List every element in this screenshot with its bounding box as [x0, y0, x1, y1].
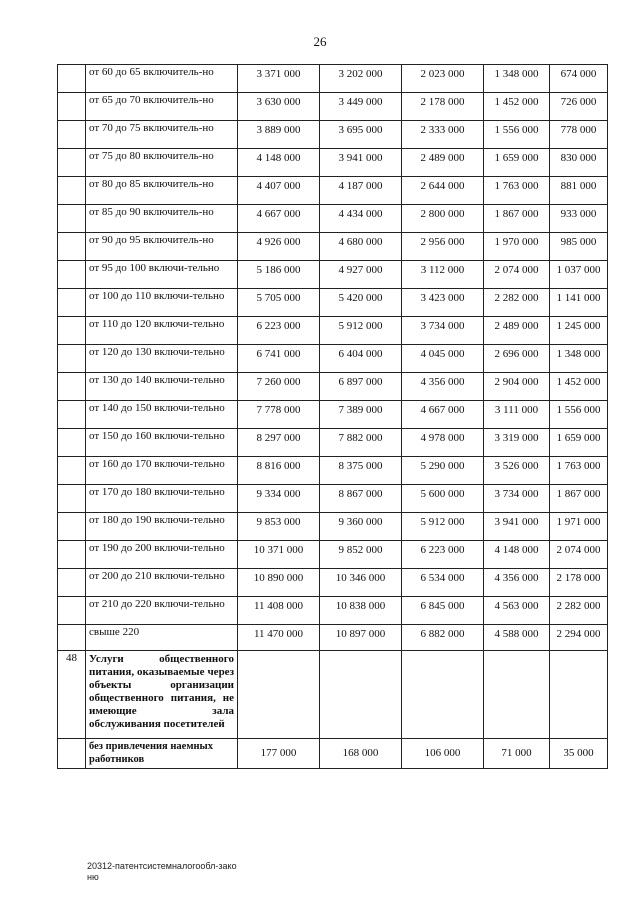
row-label: от 70 до 75 включитель-но: [86, 121, 238, 149]
row-label: от 190 до 200 включи-тельно: [86, 541, 238, 569]
table-row: [58, 233, 608, 261]
row-value-v2: 4 680 000: [320, 233, 402, 261]
section-empty-cell: [550, 651, 608, 739]
row-value-v5: 2 178 000: [550, 569, 608, 597]
row-value-v5: 2 282 000: [550, 597, 608, 625]
row-label: от 140 до 150 включи-тельно: [86, 401, 238, 429]
row-number: [58, 345, 86, 373]
row-value-v3: 4 978 000: [402, 429, 484, 457]
section-number: 48: [58, 651, 86, 739]
row-value-v5: 830 000: [550, 149, 608, 177]
row-value-v4: 1 659 000: [484, 149, 550, 177]
row-label: от 150 до 160 включи-тельно: [86, 429, 238, 457]
table-row: [58, 261, 608, 289]
row-value-v1: 177 000: [238, 739, 320, 769]
row-value-v1: 3 630 000: [238, 93, 320, 121]
row-value-v1: 8 297 000: [238, 429, 320, 457]
row-value-v3: 6 534 000: [402, 569, 484, 597]
row-number: [58, 121, 86, 149]
row-value-v4: 2 489 000: [484, 317, 550, 345]
row-label: от 130 до 140 включи-тельно: [86, 373, 238, 401]
row-value-v3: 5 912 000: [402, 513, 484, 541]
row-value-v2: 3 449 000: [320, 93, 402, 121]
row-value-v5: 35 000: [550, 739, 608, 769]
row-value-v1: 4 926 000: [238, 233, 320, 261]
table-row: [58, 121, 608, 149]
row-value-v5: 1 245 000: [550, 317, 608, 345]
row-value-v2: 7 882 000: [320, 429, 402, 457]
table-row: [58, 149, 608, 177]
row-label: от 75 до 80 включитель-но: [86, 149, 238, 177]
table-row: [58, 457, 608, 485]
row-number: [58, 625, 86, 651]
row-number: [58, 373, 86, 401]
row-value-v5: 2 074 000: [550, 541, 608, 569]
row-value-v5: 1 867 000: [550, 485, 608, 513]
row-number: [58, 739, 86, 769]
table-row: [58, 177, 608, 205]
row-value-v5: 1 348 000: [550, 345, 608, 373]
row-value-v3: 6 845 000: [402, 597, 484, 625]
row-value-v4: 2 074 000: [484, 261, 550, 289]
table-row: [58, 597, 608, 625]
row-value-v2: 5 912 000: [320, 317, 402, 345]
table-row: [58, 513, 608, 541]
table-row: [58, 345, 608, 373]
row-value-v1: 5 186 000: [238, 261, 320, 289]
row-value-v3: 4 667 000: [402, 401, 484, 429]
table-row: [58, 289, 608, 317]
row-number: [58, 429, 86, 457]
row-number: [58, 149, 86, 177]
row-label: от 110 до 120 включи-тельно: [86, 317, 238, 345]
row-value-v3: 3 734 000: [402, 317, 484, 345]
row-value-v5: 1 556 000: [550, 401, 608, 429]
row-value-v1: 10 890 000: [238, 569, 320, 597]
section-empty-cell: [484, 651, 550, 739]
row-value-v3: 3 423 000: [402, 289, 484, 317]
row-value-v2: 4 927 000: [320, 261, 402, 289]
row-value-v3: 106 000: [402, 739, 484, 769]
row-label: от 90 до 95 включитель-но: [86, 233, 238, 261]
row-label: от 200 до 210 включи-тельно: [86, 569, 238, 597]
row-value-v2: 6 404 000: [320, 345, 402, 373]
row-value-v2: 9 360 000: [320, 513, 402, 541]
section-empty-cell: [320, 651, 402, 739]
row-value-v2: 10 897 000: [320, 625, 402, 651]
row-value-v5: 1 763 000: [550, 457, 608, 485]
table-row: [58, 541, 608, 569]
row-value-v4: 1 763 000: [484, 177, 550, 205]
table-row: [58, 65, 608, 93]
row-value-v3: 2 178 000: [402, 93, 484, 121]
row-value-v1: 3 889 000: [238, 121, 320, 149]
row-number: [58, 597, 86, 625]
row-value-v4: 4 563 000: [484, 597, 550, 625]
row-number: [58, 541, 86, 569]
row-value-v1: 4 667 000: [238, 205, 320, 233]
row-value-v3: 5 290 000: [402, 457, 484, 485]
row-value-v2: 7 389 000: [320, 401, 402, 429]
row-value-v2: 10 838 000: [320, 597, 402, 625]
table-row: [58, 93, 608, 121]
table-row: [58, 485, 608, 513]
section-title: Услуги общественного питания, оказываемые через объекты организации общественного питания, не имеющие зала обслуживания посетителей: [86, 651, 238, 739]
row-number: [58, 177, 86, 205]
row-value-v3: 6 882 000: [402, 625, 484, 651]
row-number: [58, 289, 86, 317]
row-value-v3: 4 045 000: [402, 345, 484, 373]
row-value-v4: 1 452 000: [484, 93, 550, 121]
row-number: [58, 569, 86, 597]
row-number: [58, 513, 86, 541]
row-value-v3: 3 112 000: [402, 261, 484, 289]
row-value-v1: 9 334 000: [238, 485, 320, 513]
row-value-v5: 778 000: [550, 121, 608, 149]
row-value-v2: 3 202 000: [320, 65, 402, 93]
row-value-v4: 4 588 000: [484, 625, 550, 651]
row-label: от 170 до 180 включи-тельно: [86, 485, 238, 513]
row-value-v2: 10 346 000: [320, 569, 402, 597]
row-value-v1: 7 778 000: [238, 401, 320, 429]
row-label: без привлечения наемных работников: [86, 739, 238, 769]
row-value-v5: 1 037 000: [550, 261, 608, 289]
table-row: [58, 205, 608, 233]
row-value-v4: 2 696 000: [484, 345, 550, 373]
row-value-v3: 4 356 000: [402, 373, 484, 401]
row-value-v5: 1 971 000: [550, 513, 608, 541]
table-row: [58, 373, 608, 401]
row-value-v4: 1 970 000: [484, 233, 550, 261]
row-value-v4: 1 867 000: [484, 205, 550, 233]
row-value-v4: 3 526 000: [484, 457, 550, 485]
row-value-v1: 4 407 000: [238, 177, 320, 205]
row-value-v3: 2 023 000: [402, 65, 484, 93]
row-label: от 180 до 190 включи-тельно: [86, 513, 238, 541]
table-row: [58, 625, 608, 651]
page-number: 26: [313, 34, 327, 49]
row-value-v1: 8 816 000: [238, 457, 320, 485]
row-value-v2: 3 695 000: [320, 121, 402, 149]
row-label: свыше 220: [86, 625, 238, 651]
row-value-v5: 726 000: [550, 93, 608, 121]
row-value-v2: 8 375 000: [320, 457, 402, 485]
row-value-v1: 6 741 000: [238, 345, 320, 373]
row-number: [58, 205, 86, 233]
row-value-v3: 6 223 000: [402, 541, 484, 569]
section-row: [58, 651, 608, 739]
row-value-v4: 71 000: [484, 739, 550, 769]
row-number: [58, 457, 86, 485]
row-value-v1: 7 260 000: [238, 373, 320, 401]
row-value-v3: 2 644 000: [402, 177, 484, 205]
row-value-v4: 4 356 000: [484, 569, 550, 597]
row-number: [58, 317, 86, 345]
row-value-v2: 8 867 000: [320, 485, 402, 513]
row-value-v5: 985 000: [550, 233, 608, 261]
row-value-v5: 1 659 000: [550, 429, 608, 457]
table-row: [58, 429, 608, 457]
fee-table: [57, 64, 608, 769]
row-value-v2: 168 000: [320, 739, 402, 769]
row-label: от 85 до 90 включитель-но: [86, 205, 238, 233]
row-value-v3: 2 800 000: [402, 205, 484, 233]
row-number: [58, 93, 86, 121]
row-label: от 120 до 130 включи-тельно: [86, 345, 238, 373]
row-label: от 60 до 65 включитель-но: [86, 65, 238, 93]
row-number: [58, 401, 86, 429]
row-value-v1: 10 371 000: [238, 541, 320, 569]
row-value-v5: 1 141 000: [550, 289, 608, 317]
row-value-v4: 3 319 000: [484, 429, 550, 457]
row-value-v3: 2 956 000: [402, 233, 484, 261]
row-number: [58, 261, 86, 289]
row-value-v2: 6 897 000: [320, 373, 402, 401]
row-label: от 65 до 70 включитель-но: [86, 93, 238, 121]
section-empty-cell: [238, 651, 320, 739]
row-value-v1: 6 223 000: [238, 317, 320, 345]
row-value-v4: 3 111 000: [484, 401, 550, 429]
row-value-v1: 4 148 000: [238, 149, 320, 177]
row-value-v4: 1 348 000: [484, 65, 550, 93]
row-value-v5: 674 000: [550, 65, 608, 93]
row-value-v4: 3 941 000: [484, 513, 550, 541]
row-value-v4: 4 148 000: [484, 541, 550, 569]
document-footer: 20312-патентсистемналогообл-зако ню: [87, 861, 237, 882]
row-value-v4: 2 282 000: [484, 289, 550, 317]
row-value-v1: 9 853 000: [238, 513, 320, 541]
fee-table-body: [58, 65, 608, 769]
row-value-v4: 2 904 000: [484, 373, 550, 401]
row-value-v3: 2 333 000: [402, 121, 484, 149]
row-value-v4: 1 556 000: [484, 121, 550, 149]
row-value-v2: 3 941 000: [320, 149, 402, 177]
row-label: от 210 до 220 включи-тельно: [86, 597, 238, 625]
row-value-v3: 2 489 000: [402, 149, 484, 177]
table-row: [58, 569, 608, 597]
table-row: [58, 317, 608, 345]
row-number: [58, 485, 86, 513]
row-value-v3: 5 600 000: [402, 485, 484, 513]
row-value-v4: 3 734 000: [484, 485, 550, 513]
row-number: [58, 233, 86, 261]
row-label: от 160 до 170 включи-тельно: [86, 457, 238, 485]
section-empty-cell: [402, 651, 484, 739]
row-label: от 80 до 85 включитель-но: [86, 177, 238, 205]
row-value-v2: 4 187 000: [320, 177, 402, 205]
row-value-v5: 881 000: [550, 177, 608, 205]
row-value-v2: 9 852 000: [320, 541, 402, 569]
row-value-v1: 3 371 000: [238, 65, 320, 93]
row-value-v1: 11 408 000: [238, 597, 320, 625]
row-value-v5: 1 452 000: [550, 373, 608, 401]
row-number: [58, 65, 86, 93]
table-row: [58, 401, 608, 429]
row-label: от 95 до 100 включи-тельно: [86, 261, 238, 289]
row-value-v5: 933 000: [550, 205, 608, 233]
row-value-v1: 5 705 000: [238, 289, 320, 317]
row-value-v1: 11 470 000: [238, 625, 320, 651]
row-value-v5: 2 294 000: [550, 625, 608, 651]
row-value-v2: 4 434 000: [320, 205, 402, 233]
row-value-v2: 5 420 000: [320, 289, 402, 317]
table-row: [58, 739, 608, 769]
row-label: от 100 до 110 включи-тельно: [86, 289, 238, 317]
